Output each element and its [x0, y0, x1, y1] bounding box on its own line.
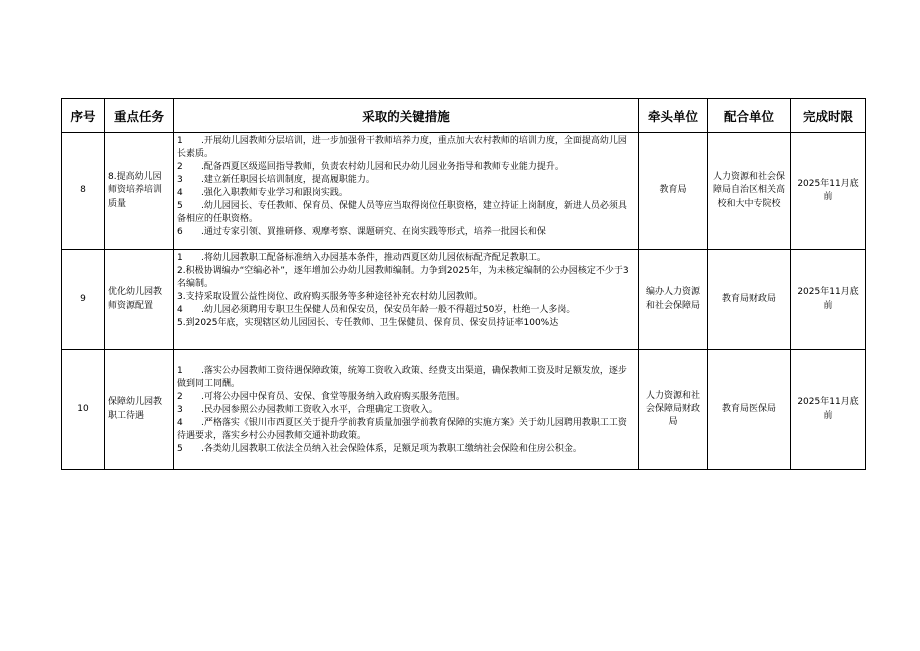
measure-item: 2.积极协调编办“空编必补”，逐年增加公办幼儿园教师编制。力争到2025年，为未核定编制的公办园核定不少于3名编制。 [177, 266, 629, 290]
measures-table [61, 98, 866, 470]
row-lead: 人力资源和社会保障局财政局 [639, 350, 708, 470]
header-task: 重点任务 [105, 99, 174, 133]
row-lead: 编办人力资源和社会保障局 [639, 250, 708, 350]
row-measures [174, 250, 639, 350]
row-no: 10 [62, 350, 105, 470]
table-row [62, 250, 866, 350]
measure-item: 4 .严格落实《银川市西夏区关于提升学前教育质量加强学前教育保障的实施方案》关于幼儿园聘用教职工工资待遇要求，落实乡村公办园教师交通补助政策。 [177, 418, 627, 442]
row-coop: 教育局医保局 [708, 350, 791, 470]
measure-item: 5 .幼儿园园长、专任教师、保育员、保健人员等应当取得岗位任职资格，建立持证上岗制度，新进人员必须具备相应的任职资格。 [177, 201, 627, 225]
table-row [62, 133, 866, 250]
row-coop: 教育局财政局 [708, 250, 791, 350]
table-row [62, 350, 866, 470]
measure-item: 3.支持采取设置公益性岗位、政府购买服务等多种途径补充农村幼儿园教师。 [177, 292, 483, 303]
measure-item: 4 .强化入职教师专业学习和跟岗实践。 [177, 188, 348, 199]
row-measures [174, 133, 639, 250]
measure-item: 1 .将幼儿园教职工配备标准纳入办园基本条件，推动西夏区幼儿园依标配齐配足教职工。 [177, 253, 546, 263]
row-task: 8.提高幼儿园师资培养培训质量 [105, 133, 174, 250]
measure-item: 5.到2025年底，实现辖区幼儿园园长、专任教师、卫生保健员、保育员、保安员持证率100%达 [177, 318, 559, 329]
header-no: 序号 [62, 99, 105, 133]
row-task: 优化幼儿园教师资源配置 [105, 250, 174, 350]
header-deadline: 完成时限 [791, 99, 866, 133]
header-lead: 牵头单位 [639, 99, 708, 133]
row-task: 保障幼儿园教职工待遇 [105, 350, 174, 470]
row-deadline: 2025年11月底前 [791, 250, 866, 350]
measure-item: 4 .幼儿园必须聘用专职卫生保健人员和保安员，保安员年龄一般不得超过50岁，杜绝一人多岗。 [177, 305, 576, 316]
row-deadline: 2025年11月底前 [791, 133, 866, 250]
row-lead: 教育局 [639, 133, 708, 250]
measure-item: 1 .开展幼儿园教师分层培训，进一步加强骨干教师培养力度，重点加大农村教师的培训力度，全面提高幼儿园长素质。 [177, 136, 627, 160]
measure-item: 6 .通过专家引领、買推研修、观摩考察、课题研究、在岗实践等形式，培养一批园长和保 [177, 227, 546, 238]
measure-item: 1 .落实公办园教师工资待遇保障政策，统筹工资收入政策、经费支出渠道，确保教师工资及时足额发放，逐步做到同工同酬。 [177, 365, 627, 389]
row-coop: 人力资源和社会保障局自治区相关高校和大中专院校 [708, 133, 791, 250]
header-coop: 配合单位 [708, 99, 791, 133]
measure-item: 2 .可将公办园中保育员、安保、食堂等服务纳入政府购买服务范围。 [177, 391, 465, 402]
header-measures: 采取的关键措施 [174, 99, 639, 133]
measure-item: 3 .民办园参照公办园教师工资收入水平，合理确定工资收入。 [177, 404, 438, 415]
measure-item: 5 .各类幼儿园教职工依法全员纳入社会保险体系，足额足项为教职工缴纳社会保险和住房公积金。 [177, 444, 582, 455]
row-deadline: 2025年11月底前 [791, 350, 866, 470]
measure-item: 2 .配备西夏区级巡回指导教师，负责农村幼儿园和民办幼儿园业务指导和教师专业能力提升。 [177, 162, 564, 173]
row-no: 9 [62, 250, 105, 350]
measure-item: 3 .建立新任职园长培训制度，提高履职能力。 [177, 175, 375, 186]
row-measures [174, 350, 639, 470]
header-row [62, 99, 866, 133]
row-no: 8 [62, 133, 105, 250]
